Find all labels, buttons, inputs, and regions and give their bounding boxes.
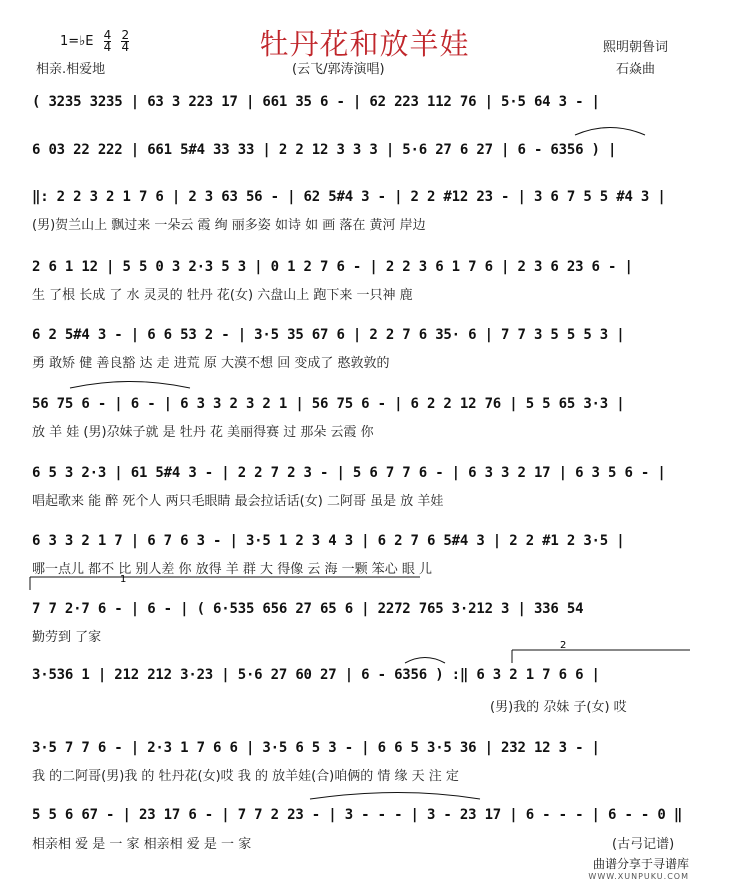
score-row-notes: 2 6 1 12 | 5 5 0 3 2·3 5 3 | 0 1 2 7 6 - | 2 2 3 6 1 7 6 | 2 3 6 23 6 - | <box>32 259 633 275</box>
score-row-lyrics: 勇 敢矫 健 善良豁 达 走 进荒 原 大漠不想 回 变成了 憨敦敦的 <box>32 356 390 371</box>
score-row-lyrics: 我 的二阿哥(男)我 的 牡丹花(女)哎 我 的 放羊娃(合)咱俩的 情 缘 天 注 定 <box>32 769 459 784</box>
score-row-notes: 6 3 3 2 1 7 | 6 7 6 3 - | 3·5 1 2 3 4 3 | 6 2 7 6 5#4 3 | 2 2 #1 2 3·5 | <box>32 533 625 549</box>
score-row-notes: 56 75 6 - | 6 - | 6 3 3 2 3 2 1 | 56 75 6 - | 6 2 2 12 76 | 5 5 65 3·3 | <box>32 396 625 412</box>
time-sig-numerator: 4 <box>103 28 112 42</box>
volta-two-number: 2 <box>560 640 567 651</box>
key-label: 1=♭E <box>60 34 94 49</box>
expression-marking: 相亲.相爱地 <box>36 62 106 77</box>
composer: 石焱曲 <box>616 62 656 77</box>
time-sig-numerator: 2 <box>121 28 130 42</box>
watermark-url: WWW.XUNPUKU.COM <box>588 872 689 881</box>
score-row-notes: ‖: 2 2 3 2 1 7 6 | 2 3 63 56 - | 62 5#4 3 - | 2 2 #12 23 - | 3 6 7 5 5 #4 3 | <box>32 189 666 205</box>
song-title: 牡丹花和放羊娃 <box>259 27 470 61</box>
volta-one-number: 1 <box>120 574 127 585</box>
tie-arc <box>575 128 645 136</box>
score-row-notes: 5 5 6 67 - | 23 17 6 - | 7 7 2 23 - | 3 - - - | 3 - 23 17 | 6 - - - | 6 - - 0 ‖ <box>32 807 683 823</box>
transcriber-credit: (古弓记谱) <box>612 837 675 852</box>
score-row-notes: ( 3235 3235 | 63 3 223 17 | 661 35 6 - | 62 223 112 76 | 5·5 64 3 - | <box>32 94 600 110</box>
score-row-notes: 6 5 3 2·3 | 61 5#4 3 - | 2 2 7 2 3 - | 5 6 7 7 6 - | 6 3 3 2 17 | 6 3 5 6 - | <box>32 465 666 481</box>
score-row-lyrics: 哪一点儿 都不 比 别人差 你 放得 羊 群 大 得像 云 海 一颗 笨心 眼 儿 <box>32 562 432 577</box>
score-row-lyrics: (男)贺兰山上 飘过来 一朵云 霞 绚 丽多姿 如诗 如 画 落在 黄河 岸边 <box>32 218 426 233</box>
performers: (云飞/郭涛演唱) <box>292 62 385 77</box>
score-row-notes: 3·5 7 7 6 - | 2·3 1 7 6 6 | 3·5 6 5 3 - | 6 6 5 3·5 36 | 232 12 3 - | <box>32 740 600 756</box>
tie-arc <box>310 793 480 800</box>
score-row-notes: 6 2 5#4 3 - | 6 6 53 2 - | 3·5 35 67 6 | 2 2 7 6 35· 6 | 7 7 3 5 5 5 3 | <box>32 327 625 343</box>
score-row-lyrics: 唱起歌来 能 醉 死个人 两只毛眼睛 最会拉话话(女) 二阿哥 虽是 放 羊娃 <box>32 494 444 509</box>
watermark-text: 曲谱分享于寻谱库 <box>592 857 689 871</box>
tie-arc <box>70 382 190 389</box>
lyricist: 熙明朝鲁词 <box>603 40 669 55</box>
score-row-lyrics: (男)我的 尕妹 子(女) 哎 <box>490 700 627 715</box>
tie-arc <box>405 658 445 664</box>
score-row-lyrics: 相亲相 爱 是 一 家 相亲相 爱 是 一 家 <box>32 837 252 852</box>
score-row-notes: 6 03 22 222 | 661 5#4 33 33 | 2 2 12 3 3 3 | 5·6 27 6 27 | 6 - 6356 ) | <box>32 142 617 158</box>
score-row-notes: 7 7 2·7 6 - | 6 - | ( 6·535 656 27 65 6 | 2272 765 3·212 3 | 336 54 <box>32 601 584 617</box>
time-sig-denominator: 4 <box>121 40 130 54</box>
score-row-lyrics: 勤劳到 了家 <box>32 630 102 645</box>
time-sig-denominator: 4 <box>103 40 112 54</box>
score-row-lyrics: 放 羊 娃 (男)尕妹子就 是 牡丹 花 美丽得赛 过 那朵 云霞 你 <box>32 425 374 440</box>
score-row-lyrics: 生 了根 长成 了 水 灵灵的 牡丹 花(女) 六盘山上 跑下来 一只神 鹿 <box>32 288 413 303</box>
score-row-notes: 3·536 1 | 212 212 3·23 | 5·6 27 60 27 | 6 - 6356 ) :‖ 6 3 2 1 7 6 6 | <box>32 667 600 683</box>
